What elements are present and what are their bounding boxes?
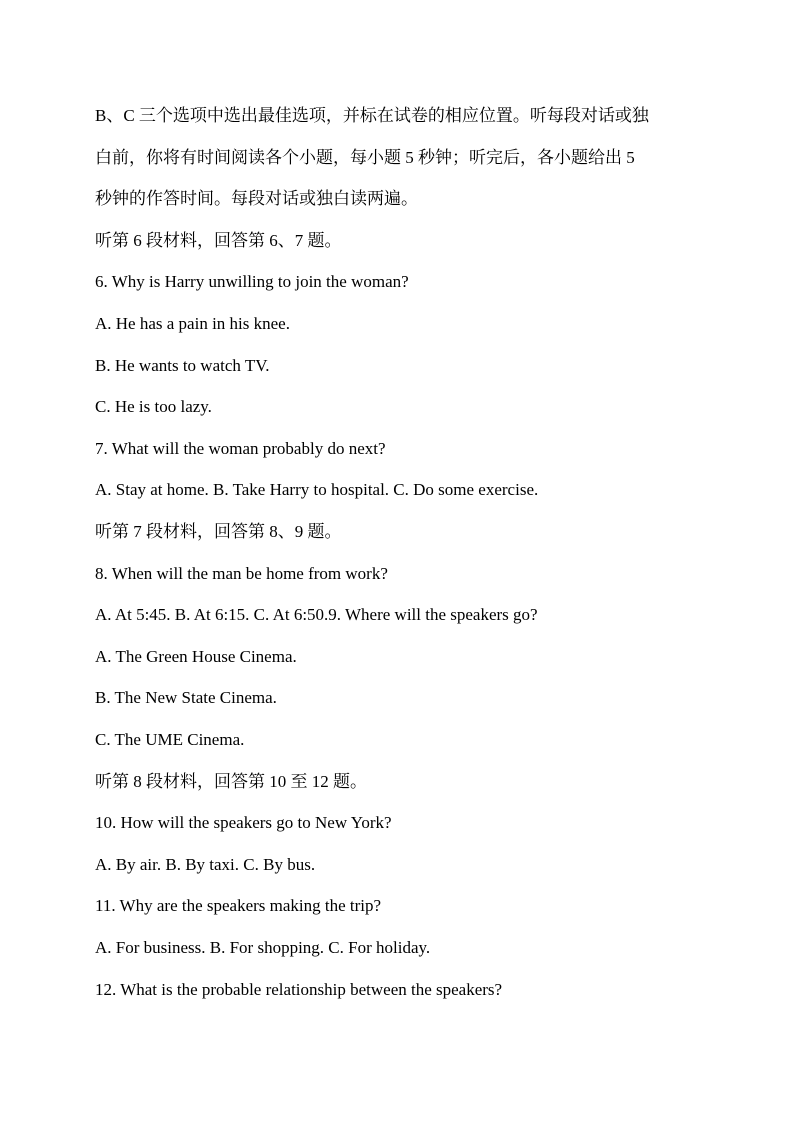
question-9-option-b: B. The New State Cinema.	[95, 688, 277, 707]
question-11: 11. Why are the speakers making the trip?	[95, 896, 382, 915]
question-7: 7. What will the woman probably do next?	[95, 439, 386, 458]
question-9-option-c: C. The UME Cinema.	[95, 730, 245, 749]
instruction-line-2: 白前，你将有时间阅读各个小题，每小题 5 秒钟；听完后，各小题给出 5	[95, 148, 635, 167]
question-10: 10. How will the speakers go to New York?	[95, 813, 392, 832]
question-6-option-b: B. He wants to watch TV.	[95, 356, 270, 375]
question-6-option-a: A. He has a pain in his knee.	[95, 314, 290, 333]
question-6-option-c: C. He is too lazy.	[95, 397, 212, 416]
section-heading-8: 听第 8 段材料，回答第 10 至 12 题。	[95, 772, 367, 791]
question-7-options: A. Stay at home. B. Take Harry to hospital. C. Do some exercise.	[95, 480, 539, 499]
question-9-option-a: A. The Green House Cinema.	[95, 647, 297, 666]
question-8-options-and-question-9: A. At 5:45. B. At 6:15. C. At 6:50.9. Where will the speakers go?	[95, 605, 538, 624]
question-8: 8. When will the man be home from work?	[95, 564, 388, 583]
question-6: 6. Why is Harry unwilling to join the woman?	[95, 272, 409, 291]
question-10-options: A. By air. B. By taxi. C. By bus.	[95, 855, 316, 874]
question-12: 12. What is the probable relationship between the speakers?	[95, 980, 503, 999]
section-heading-6: 听第 6 段材料，回答第 6、7 题。	[95, 231, 342, 250]
instruction-line-1: B、C 三个选项中选出最佳选项，并标在试卷的相应位置。听每段对话或独	[95, 106, 649, 125]
question-11-options: A. For business. B. For shopping. C. For holiday.	[95, 938, 431, 957]
instruction-line-3: 秒钟的作答时间。每段对话或独白读两遍。	[95, 189, 418, 208]
section-heading-7: 听第 7 段材料，回答第 8、9 题。	[95, 522, 342, 541]
